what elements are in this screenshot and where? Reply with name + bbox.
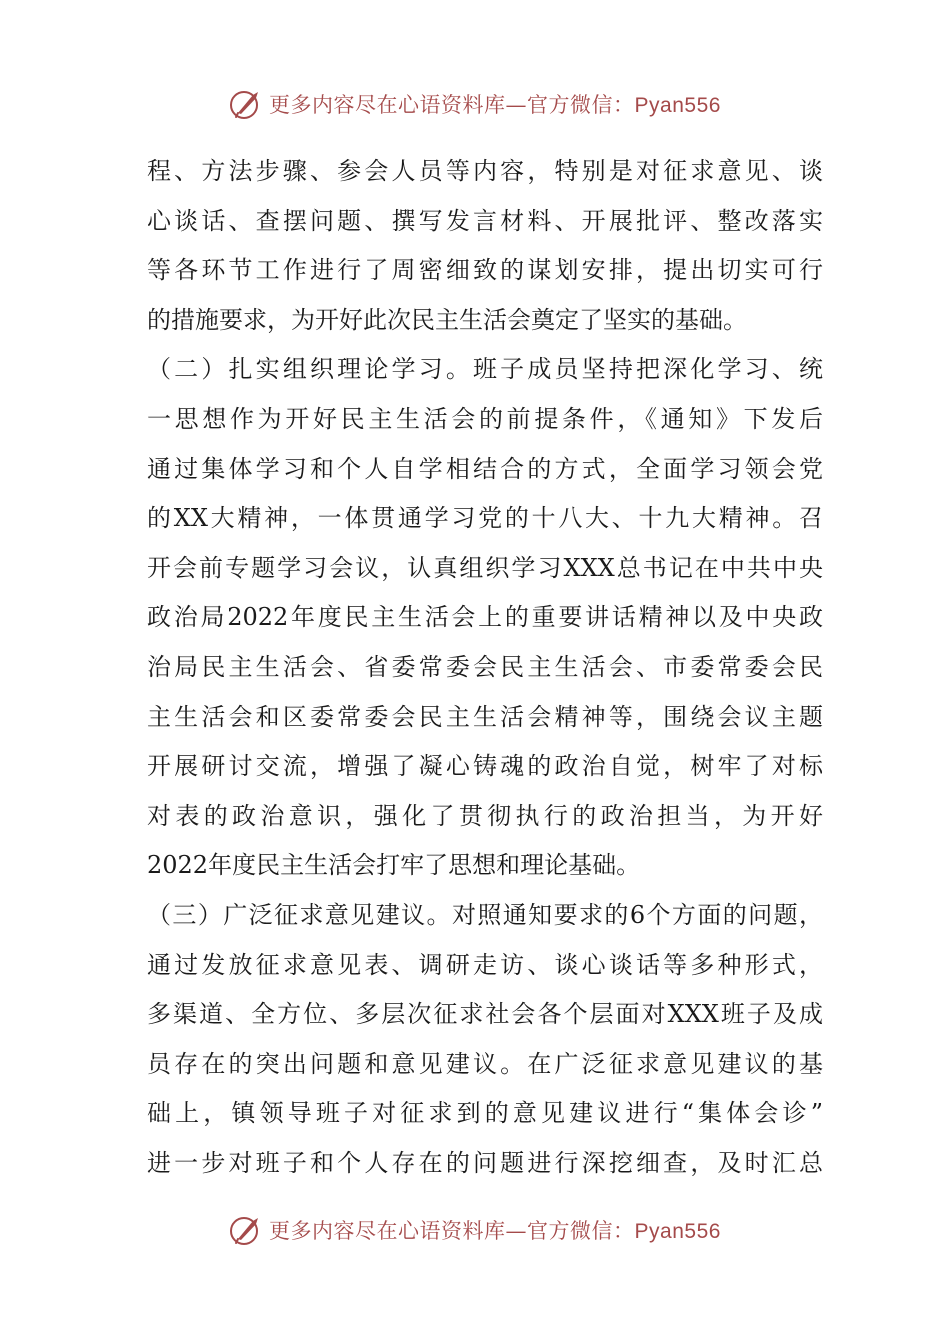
text-line: 进一步对班子和个人存在的问题进行深挖细查，及时汇总 xyxy=(147,1148,823,1177)
text-line: 开展研讨交流，增强了凝心铸魂的政治自觉，树牢了对标 xyxy=(147,752,823,781)
text-line: 的措施要求，为开好此次民主生活会奠定了坚实的基础。 xyxy=(147,305,747,334)
text-line: 心谈话、查摆问题、撰写发言材料、开展批评、整改落实 xyxy=(147,206,823,235)
text-line: 通过集体学习和个人自学相结合的方式，全面学习领会党 xyxy=(147,454,823,483)
text-line: 对表的政治意识，强化了贯彻执行的政治担当，为开好 xyxy=(147,801,823,830)
text-line: 政治局2022年度民主生活会上的重要讲话精神以及中央政 xyxy=(147,603,823,632)
quill-pen-logo-icon xyxy=(229,1213,263,1247)
text-line: 通过发放征求意见表、调研走访、谈心谈话等多种形式， xyxy=(147,950,823,979)
text-line: 程、方法步骤、参会人员等内容，特别是对征求意见、谈 xyxy=(147,157,823,185)
text-line: 治局民主生活会、省委常委会民主生活会、市委常委会民 xyxy=(147,652,823,681)
text-line: 的XX大精神，一体贯通学习党的十八大、十九大精神。召 xyxy=(147,504,823,533)
watermark-text: 更多内容尽在心语资料库—官方微信：Pyan556 xyxy=(269,1219,721,1243)
text-line: 等各环节工作进行了周密细致的谋划安排，提出切实可行 xyxy=(147,256,823,285)
text-line: 员存在的突出问题和意见建议。在广泛征求意见建议的基 xyxy=(147,1049,823,1078)
text-line: （二）扎实组织理论学习。班子成员坚持把深化学习、统 xyxy=(147,355,823,384)
quill-pen-logo-icon xyxy=(229,87,263,121)
text-line: 一思想作为开好民主生活会的前提条件，《通知》下发后 xyxy=(147,404,823,433)
document-body xyxy=(147,147,823,1188)
text-line: 开会前专题学习会议，认真组织学习XXX总书记在中共中央 xyxy=(147,553,823,582)
text-line: 础上，镇领导班子对征求到的意见建议进行“集体会诊” xyxy=(147,1099,823,1128)
text-line: 2022年度民主生活会打牢了思想和理论基础。 xyxy=(147,851,641,880)
text-line: 主生活会和区委常委会民主生活会精神等，围绕会议主题 xyxy=(147,702,823,731)
text-line: 多渠道、全方位、多层次征求社会各个层面对XXX班子及成 xyxy=(147,1000,823,1029)
header-watermark xyxy=(0,84,950,124)
watermark-text: 更多内容尽在心语资料库—官方微信：Pyan556 xyxy=(269,93,721,117)
footer-watermark xyxy=(0,1210,950,1250)
text-line: （三）广泛征求意见建议。对照通知要求的6个方面的问题， xyxy=(147,900,823,929)
